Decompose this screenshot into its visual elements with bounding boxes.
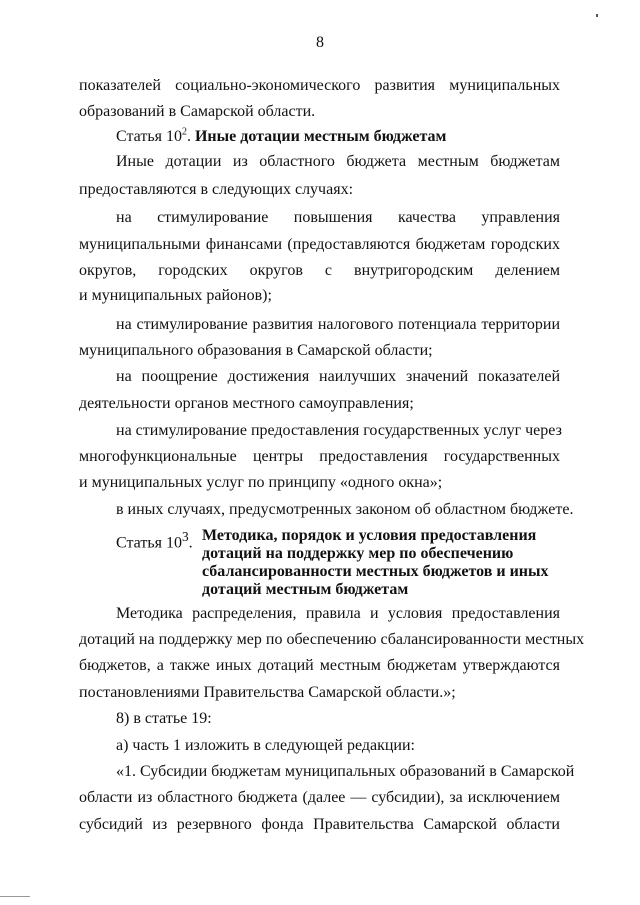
- text-line: 8) в статье 19:: [116, 710, 212, 727]
- article-10-2-title: Иные дотации местным бюджетам: [194, 128, 447, 145]
- text-line: «1. Субсидии бюджетам муниципальных образований в Самарской: [116, 763, 575, 780]
- scan-speck: [596, 14, 598, 17]
- page-number: 8: [316, 34, 324, 51]
- text-line: муниципального образования в Самарской области;: [79, 342, 433, 359]
- text-line: а) часть 1 изложить в следующей редакции:: [116, 737, 415, 754]
- article-10-2-sup: 2: [181, 126, 187, 138]
- article-10-3-title-line: сбалансированности местных бюджетов и иных: [202, 563, 549, 580]
- article-10-3-title-line: дотаций местным бюджетам: [202, 581, 409, 598]
- text-line: области из областного бюджета (далее — субсидии), за исключением: [79, 789, 560, 806]
- text-line: Методика распределения, правила и условия предоставления: [116, 605, 560, 622]
- article-10-2-prefix: Статья 10: [116, 128, 182, 145]
- article-10-3-title: [202, 527, 560, 599]
- text-line: субсидий из резервного фонда Правительства Самарской области: [79, 816, 560, 833]
- article-10-2-sep: .: [186, 128, 195, 145]
- article-10-3-title-line: Методика, порядок и условия предоставления: [202, 527, 537, 544]
- article-10-3-sep: .: [188, 534, 193, 552]
- text-line: деятельности органов местного самоуправления;: [79, 395, 414, 412]
- text-line: постановлениями Правительства Самарской области.»;: [79, 684, 456, 701]
- text-line: на стимулирование развития налогового потенциала территории: [116, 316, 560, 333]
- text-line: округов, городских округов с внутригородским делением: [79, 262, 560, 279]
- text-line: Иные дотации из областного бюджета местным бюджетам: [116, 153, 560, 170]
- text-line: муниципальными финансами (предоставляются бюджетам городских: [79, 236, 560, 253]
- article-10-2-heading: [116, 127, 560, 147]
- text-line: и муниципальных районов);: [79, 287, 272, 304]
- scan-edge-mark: [0, 896, 30, 897]
- text-line: в иных случаях, предусмотренных законом об областном бюджете.: [116, 501, 574, 518]
- text-line: дотаций на поддержку мер по обеспечению сбалансированности местных: [79, 631, 585, 648]
- text-line: образований в Самарской области.: [79, 103, 316, 120]
- article-10-3-title-line: дотаций на поддержку мер по обеспечению: [202, 545, 514, 562]
- text-line: многофункциональные центры предоставления государственных: [79, 448, 560, 465]
- text-line: на стимулирование повышения качества управления: [116, 209, 560, 226]
- text-line: предоставляются в следующих случаях:: [79, 181, 354, 198]
- text-line: на поощрение достижения наилучших значений показателей: [116, 368, 560, 385]
- text-line: на стимулирование предоставления государственных услуг через: [116, 422, 562, 439]
- text-line: и муниципальных услуг по принципу «одного окна»;: [79, 474, 443, 491]
- article-10-3-label: [116, 527, 193, 553]
- article-10-3-prefix: Статья 10: [116, 534, 182, 552]
- text-line: бюджетов, а также иных дотаций местным бюджетам утверждаются: [79, 657, 560, 674]
- text-line: показателей социально-экономического развития муниципальных: [79, 77, 560, 94]
- article-10-3-sup: 3: [181, 529, 189, 544]
